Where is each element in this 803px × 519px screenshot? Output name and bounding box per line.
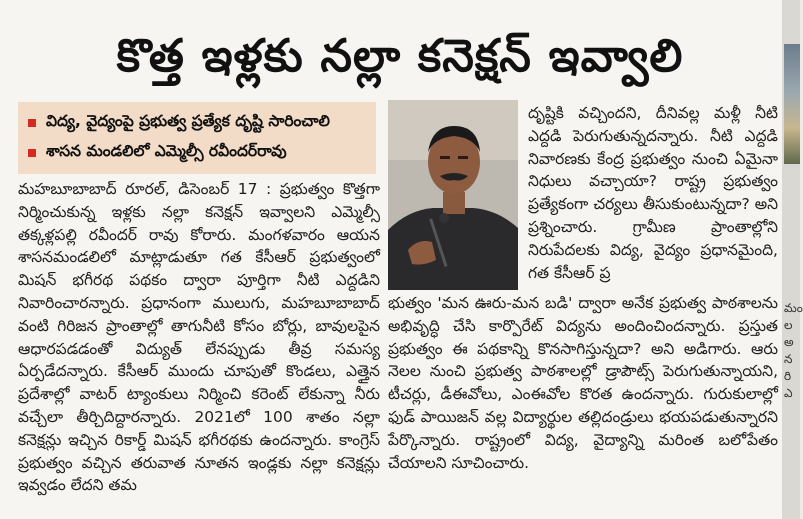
subhead-item	[28, 108, 366, 138]
headline: కొత్త ఇళ్లకు నల్లా కనెక్షన్ ఇవ్వాలి	[116, 29, 684, 82]
portrait-photo	[388, 100, 518, 290]
subhead-item	[28, 138, 366, 168]
subhead-text: విద్య, వైద్యంపై ప్రభుత్వ ప్రత్యేక దృష్టి సారించాలి	[46, 112, 330, 130]
subhead-box	[18, 102, 376, 174]
adjacent-article-text: మం ల అ న రి ఎ	[784, 301, 803, 400]
article-column-right-top: దృష్టికి వచ్చిందని, దీనివల్ల మళ్లీ నీటి ఎద్దడి పెరుగుతున్నదన్నారు. నీటి ఎద్దడి నివారణకు కేంద్ర ప్రభుత్వం నుంచి ఏమైనా నిధులు వచ్చాయా? రాష్ట్ర ప్రభుత్వం ప్రత్యేకంగా చర్యలు తీసుకుంటున్నదా? అని ప్రశ్నించారు. గ్రామీణ ప్రాంతాల్లోని నిరుపేదలకు విద్య, వైద్యం ప్రధానమైంది, గత కేసీఆర్ ప్ర	[528, 104, 778, 282]
adjacent-photo	[784, 44, 800, 164]
square-bullet-icon	[28, 119, 36, 127]
article-column-left: మహబూబాబాద్ రూరల్, డిసెంబర్ 17 : ప్రభుత్వం కొత్తగా నిర్మించుకున్న ఇళ్లకు నల్లా కనెక్షన్ ఇవ్వాలని ఎమ్మెల్సీ తక్కళ్లపల్లి రవీందర్ రావు కోరారు. మంగళవారం ఆయన శాసనమండలిలో మాట్లాడుతూ గత కేసీఆర్ ప్రభుత్వంలో మిషన్ భగీరథ పథకం ద్వారా పూర్తిగా నీటి ఎద్దడిని నివారించారన్నారు. ప్రధానంగా ములుగు, మహబూబాబాద్ వంటి గిరిజన ప్రాంతాల్లో తాగునీటి కోసం బోర్లు, బావులపైన ఆధారపడడంతో విద్యుత్ లేనప్పుడు తీవ్ర సమస్య ఏర్పడేదన్నారు. కేసీఆర్ ముందు చూపుతో కొండలు, ఎత్తైన ప్రదేశాల్లో వాటర్ ట్యాంకులు నిర్మించి కరెంట్ లేకున్నా నీరు వచ్చేలా తీర్చిదిద్దారన్నారు. 2021లో 100 శాతం నల్లా కనెక్షన్లు ఇచ్చిన రికార్డ్ మిషన్ భగీరథకు ఉందన్నారు. కాంగ్రెస్ ప్రభుత్వం వచ్చిన తరువాత నూతన ఇండ్లకు నల్లా కనెక్షన్లు ఇవ్వడం లేదని తమ	[18, 180, 380, 495]
portrait-illustration	[388, 100, 518, 290]
subhead-text: శాసన మండలిలో ఎమ్మెల్సీ రవీందర్‌రావు	[46, 142, 287, 160]
article-column-right-bottom: భుత్వం 'మన ఊరు-మన బడి' ద్వారా అనేక ప్రభుత్వ పాఠశాలను అభివృద్ధి చేసి కార్పొరేట్ విద్యను అందించిందన్నారు. ప్రస్తుత ప్రభుత్వం ఈ పథకాన్ని కొనసాగిస్తున్నదా? అని అడిగారు. ఆరు నెలల నుంచి ప్రభుత్వ పాఠశాలల్లో డ్రాపౌట్స్ పెరుగుతున్నాయని, టీచర్లు, డీఈవోలు, ఎంఈవోల కొరత ఉందన్నారు. గురుకులాల్లో ఫుడ్ పాయిజన్ వల్ల విద్యార్థుల తల్లిదండ్రులు భయపడుతున్నారని పేర్కొన్నారు. రాష్ట్రంలో విద్య, వైద్యాన్ని మరింత బలోపేతం చేయాలని సూచించారు.	[388, 294, 778, 472]
square-bullet-icon	[28, 149, 36, 157]
